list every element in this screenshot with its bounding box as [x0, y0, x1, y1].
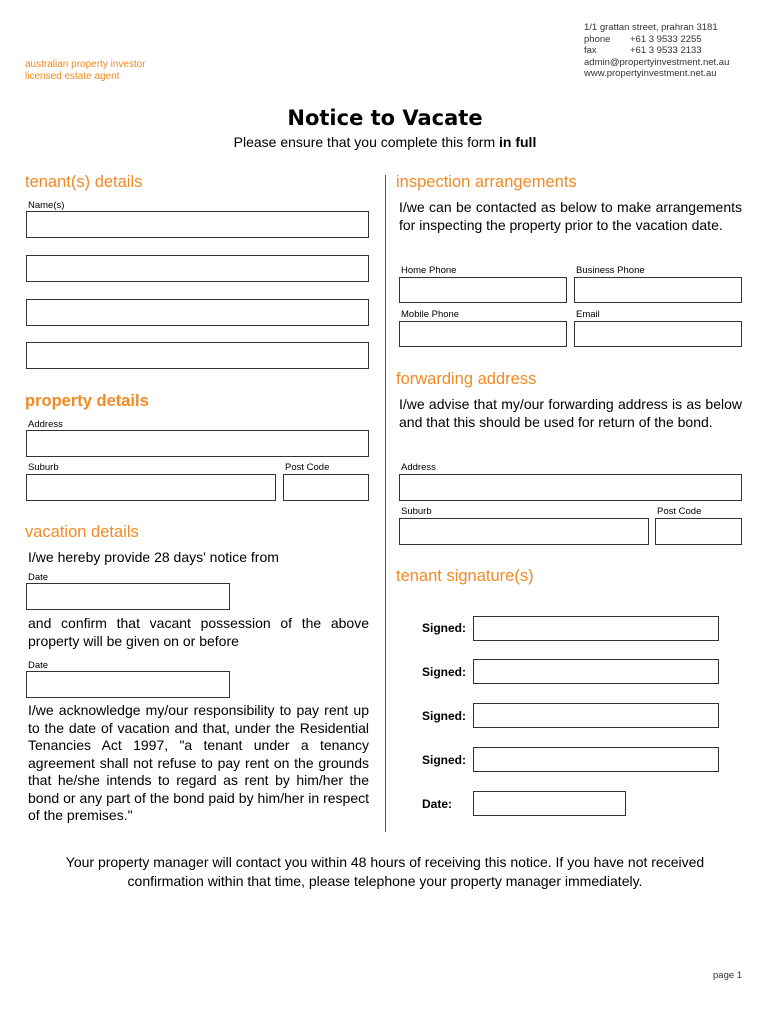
page-number: page 1	[713, 970, 743, 981]
subtitle-text: Please ensure that you complete this form	[233, 134, 500, 150]
signature-input-1[interactable]	[473, 616, 719, 641]
signature-date-label: Date:	[422, 797, 453, 811]
names-label: Name(s)	[28, 200, 65, 211]
notice-text: I/we hereby provide 28 days' notice from	[28, 549, 279, 565]
fax-value: +61 3 9533 2133	[630, 45, 702, 57]
forwarding-postcode-input[interactable]	[655, 518, 742, 545]
signature-input-4[interactable]	[473, 747, 719, 772]
brand-block	[25, 59, 146, 83]
property-postcode-input[interactable]	[283, 474, 369, 501]
vacation-heading: vacation details	[25, 523, 139, 541]
forwarding-postcode-label: Post Code	[657, 506, 702, 517]
contact-address: 1/1 grattan street, prahran 3181	[584, 22, 718, 33]
phone-label: phone	[584, 33, 611, 45]
column-divider	[385, 175, 386, 832]
property-postcode-label: Post Code	[285, 462, 330, 473]
name-input-2[interactable]	[26, 255, 369, 282]
forwarding-address-label: Address	[401, 462, 436, 473]
contact-block	[584, 22, 729, 80]
confirm-text: and confirm that vacant possession of the above property will be given on or before	[28, 615, 369, 649]
fax-label: fax	[584, 45, 597, 57]
mobile-phone-label: Mobile Phone	[401, 309, 460, 320]
forwarding-suburb-label: Suburb	[401, 506, 432, 517]
property-address-label: Address	[28, 419, 63, 430]
signed-label-4: Signed:	[422, 753, 466, 767]
brand-line-1: australian property investor	[25, 59, 146, 70]
business-phone-input[interactable]	[574, 277, 742, 303]
tenant-heading: tenant(s) details	[25, 173, 143, 191]
email-label: Email	[576, 309, 600, 320]
signature-date-input[interactable]	[473, 791, 626, 816]
signed-label-3: Signed:	[422, 709, 466, 723]
mobile-phone-input[interactable]	[399, 321, 567, 347]
signed-label-1: Signed:	[422, 621, 466, 635]
email-input[interactable]	[574, 321, 742, 347]
home-phone-input[interactable]	[399, 277, 567, 303]
notice-date-label: Date	[28, 572, 49, 583]
inspection-heading: inspection arrangements	[396, 173, 577, 191]
contact-website: www.propertyinvestment.net.au	[584, 68, 717, 80]
property-address-input[interactable]	[26, 430, 369, 457]
signature-input-3[interactable]	[473, 703, 719, 728]
contact-email: admin@propertyinvestment.net.au	[584, 56, 730, 68]
property-heading: property details	[25, 392, 149, 410]
signature-heading: tenant signature(s)	[396, 567, 534, 585]
name-input-4[interactable]	[26, 342, 369, 369]
forwarding-suburb-input[interactable]	[399, 518, 649, 545]
notice-date-input[interactable]	[26, 583, 230, 610]
page-title: Notice to Vacate	[287, 106, 483, 130]
forwarding-text: I/we advise that my/our forwarding address is as below and that this should be used for return of the bond.	[399, 396, 742, 430]
vacate-date-input[interactable]	[26, 671, 230, 698]
inspection-text: I/we can be contacted as below to make arrangements for inspecting the property prior to the vacation date.	[399, 199, 742, 233]
vacate-date-label: Date	[28, 660, 49, 671]
property-suburb-label: Suburb	[28, 462, 59, 473]
signature-input-2[interactable]	[473, 659, 719, 684]
name-input-1[interactable]	[26, 211, 369, 238]
forwarding-heading: forwarding address	[396, 370, 537, 388]
brand-line-2: licensed estate agent	[25, 71, 120, 82]
name-input-3[interactable]	[26, 299, 369, 326]
signed-label-2: Signed:	[422, 665, 466, 679]
page-subtitle	[0, 134, 770, 150]
property-suburb-input[interactable]	[26, 474, 276, 501]
subtitle-emphasis: in full	[499, 134, 537, 150]
acknowledge-text: I/we acknowledge my/our responsibility to pay rent up to the date of vacation and that, under the Residential Tenancies Act 1997, "a tenant under a tenancy agreement shall not refuse to pay rent on the grounds that he/she intends to regard as rent by him/her the bond or any part of the bond paid by him/her in respect of the premises."	[28, 702, 369, 823]
phone-value: +61 3 9533 2255	[630, 33, 702, 45]
footer-notice: Your property manager will contact you within 48 hours of receiving this notice. If you have not received confirmation within that time, please telephone your property manager immediately.	[65, 854, 705, 889]
forwarding-address-input[interactable]	[399, 474, 742, 501]
home-phone-label: Home Phone	[401, 265, 457, 276]
business-phone-label: Business Phone	[576, 265, 645, 276]
